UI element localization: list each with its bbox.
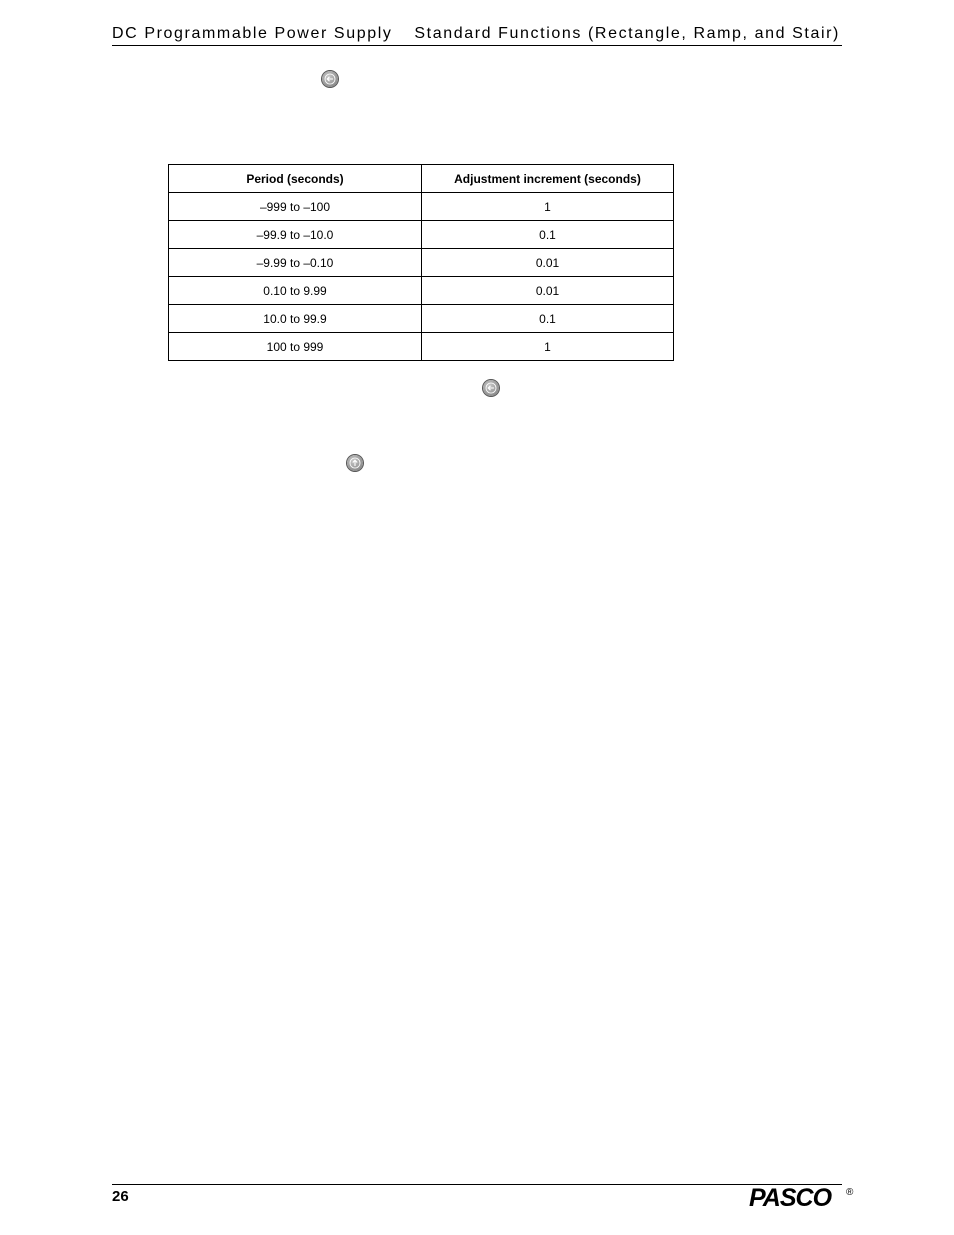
registered-mark: ® [846,1187,854,1198]
increment-cell: 1 [422,333,674,361]
period-cell: 10.0 to 99.9 [169,305,422,333]
increment-cell: 0.1 [422,305,674,333]
increment-cell: 0.1 [422,221,674,249]
table-row [169,249,674,277]
header-section-title: Standard Functions (Rectangle, Ramp, and Stair) [414,25,840,42]
table-row [169,305,674,333]
running-header [112,24,842,46]
table-header-row [169,165,674,193]
column-header-increment: Adjustment increment (seconds) [422,165,674,193]
table-row [169,221,674,249]
up-arrow-button-icon [347,455,363,471]
column-header-period: Period (seconds) [169,165,422,193]
period-increment-table [168,164,674,361]
period-cell: –9.99 to –0.10 [169,249,422,277]
page-number: 26 [112,1188,129,1205]
increment-cell: 0.01 [422,249,674,277]
pasco-logo-text: PASCO [748,1184,832,1210]
header-product-title: DC Programmable Power Supply [112,25,393,42]
table-row [169,193,674,221]
left-arrow-button-icon [483,380,499,396]
increment-cell: 0.01 [422,277,674,305]
table-row [169,277,674,305]
footer-rule [112,1184,842,1185]
period-cell: –999 to –100 [169,193,422,221]
table-row [169,333,674,361]
pasco-logo [740,1184,840,1210]
increment-cell: 1 [422,193,674,221]
period-cell: 0.10 to 9.99 [169,277,422,305]
period-cell: –99.9 to –10.0 [169,221,422,249]
left-arrow-button-icon [322,71,338,87]
period-cell: 100 to 999 [169,333,422,361]
